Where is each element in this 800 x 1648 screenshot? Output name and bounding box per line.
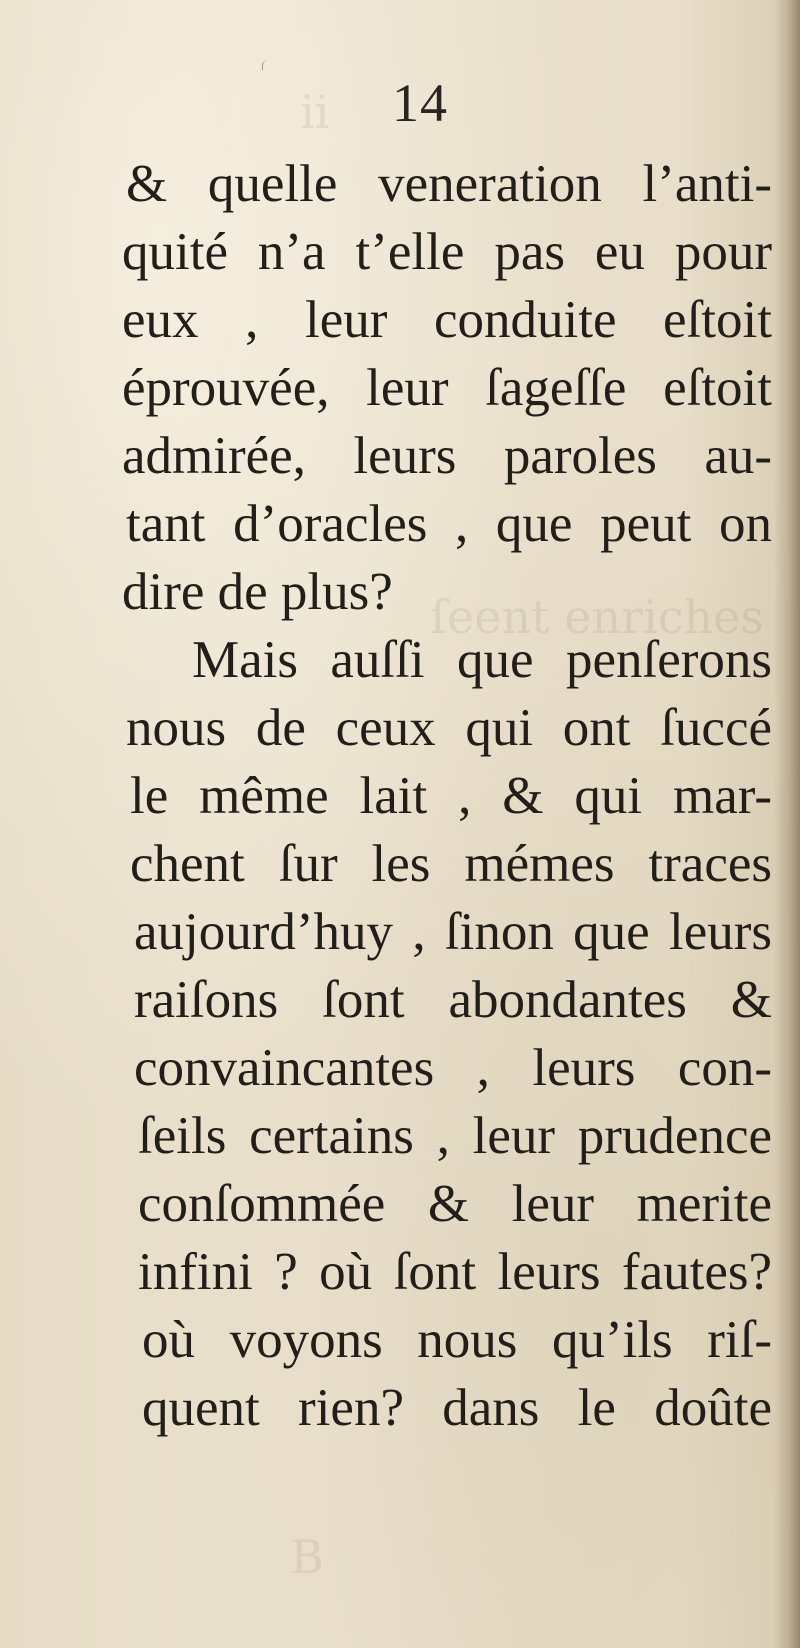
text-line: quent rien? dans le doûte xyxy=(142,1379,772,1437)
text-line: le même lait , & qui mar- xyxy=(130,767,772,825)
show-through-text: ſeent enriches xyxy=(430,590,764,644)
text-line: aujourd’huy , ſinon que leurs xyxy=(134,903,772,961)
text-line: ſeils certains , leur prudence xyxy=(138,1107,772,1165)
text-line: éprouvée, leur ſageſſe eſtoit xyxy=(122,359,772,417)
text-line: nous de ceux qui ont ſuccé xyxy=(126,699,772,757)
text-line: chent ſur les mémes traces xyxy=(130,835,772,893)
text-line: & quelle veneration l’anti- xyxy=(126,155,772,213)
text-line: raiſons ſont abondantes & xyxy=(134,971,772,1029)
text-line: admirée, leurs paroles au- xyxy=(122,427,772,485)
paper-mark xyxy=(262,60,269,70)
text-line: dire de plus? xyxy=(122,563,393,621)
text-line: eux , leur conduite eſtoit xyxy=(122,291,772,349)
show-through-text: ii xyxy=(300,85,330,139)
page-edge-shadow xyxy=(774,0,800,1648)
text-line: infini ? où ſont leurs fautes? xyxy=(138,1243,772,1301)
body-text xyxy=(122,150,772,1442)
page-number: 14 xyxy=(392,73,448,133)
paragraph-first-line: Mais auſſi que penſerons xyxy=(192,631,772,689)
text-line: conſommée & leur merite xyxy=(138,1175,772,1233)
show-through-text: B xyxy=(290,1530,324,1584)
text-line: quité n’a t’elle pas eu pour xyxy=(122,223,772,281)
text-line: où voyons nous qu’ils riſ- xyxy=(142,1311,772,1369)
text-line: tant d’oracles , que peut on xyxy=(126,495,772,553)
text-line: convaincantes , leurs con- xyxy=(134,1039,772,1097)
